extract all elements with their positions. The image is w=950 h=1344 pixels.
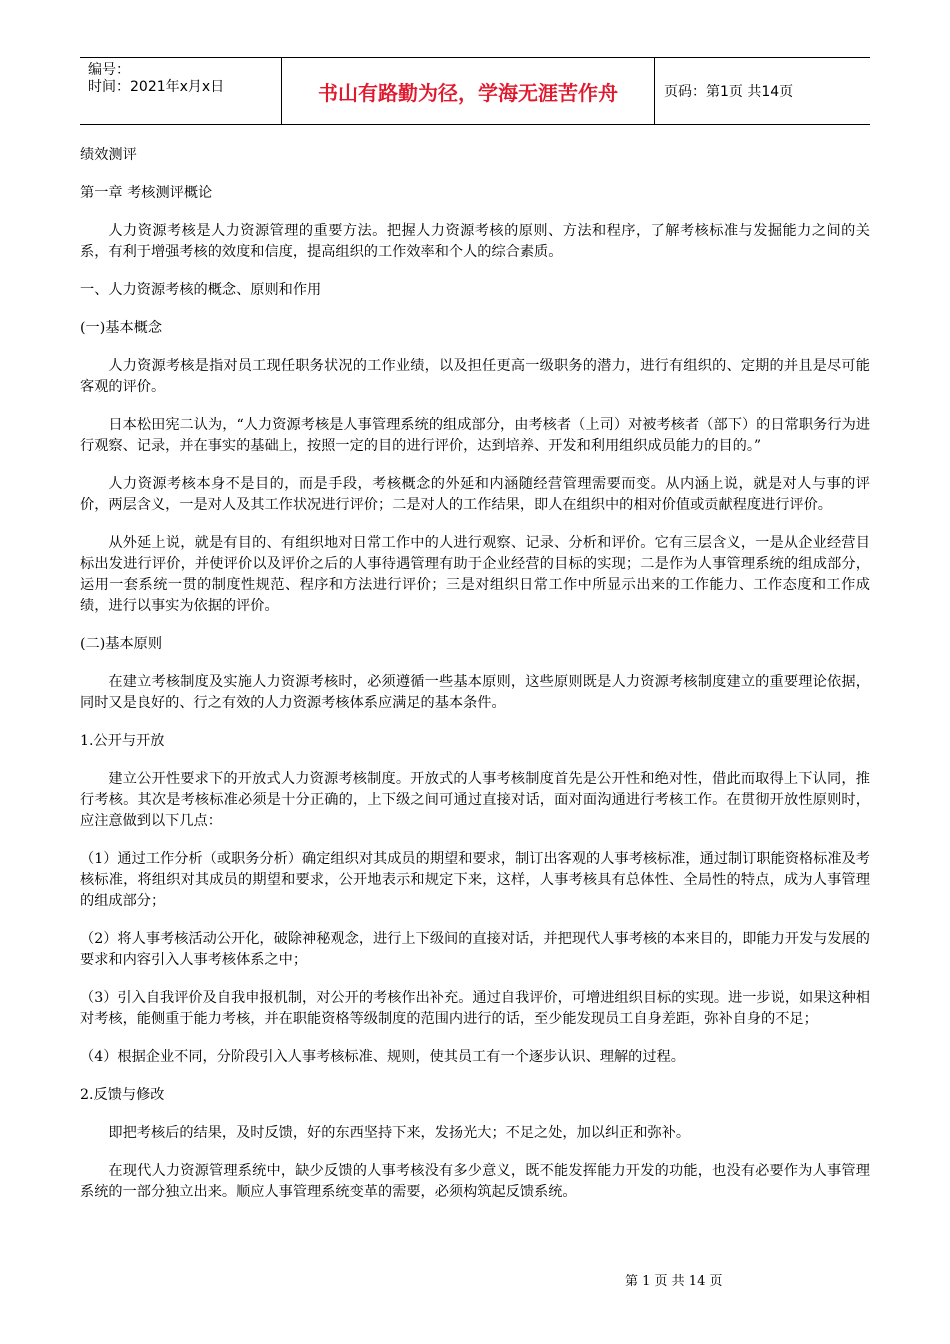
paragraph: （3）引入自我评价及自我申报机制，对公开的考核作出补充。通过自我评价，可增进组织目标的实现。进一步说，如果这种相对考核，能侧重于能力考核，并在职能资格等级制度的范围内进行的话，至少能发现员工自身差距，弥补自身的不足； <box>80 990 870 1027</box>
paragraph: （1）通过工作分析（或职务分析）确定组织对其成员的期望和要求，制订出客观的人事考核标准，通过制订职能资格标准及考核标准，将组织对其成员的期望和要求，公开地表示和规定下来，这样，人事考核具有总体性、全局性的特点，成为人事管理的组成部分； <box>80 851 870 909</box>
paragraph: 1.公开与开放 <box>80 733 165 749</box>
header-motto: 书山有路勤为径，学海无涯苦作舟 <box>281 58 655 124</box>
paragraph: 人力资源考核本身不是目的，而是手段，考核概念的外延和内涵随经营管理需要而变。从内涵上说，就是对人与事的评价，两层含义，一是对人及其工作状况进行评价；二是对人的工作结果，即人在组织中的相对价值或贡献程度进行评价。 <box>80 476 870 513</box>
paragraph: 人力资源考核是人力资源管理的重要方法。把握人力资源考核的原则、方法和程序，了解考核标准与发掘能力之间的关系，有利于增强考核的效度和信度，提高组织的工作效率和个人的综合素质。 <box>80 223 870 260</box>
paragraph: 2.反馈与修改 <box>80 1087 165 1103</box>
header-page-label: 页码：第1页 共14页 <box>664 84 794 100</box>
paragraph: 第一章 考核测评概论 <box>80 185 213 201</box>
document-time-label: 时间：2021年x月x日 <box>88 79 225 95</box>
page-footer: 第 1 页 共 14 页 <box>625 1274 723 1289</box>
document-number-label: 编号： <box>88 62 130 78</box>
document-header <box>80 57 870 125</box>
paragraph: 在现代人力资源管理系统中，缺少反馈的人事考核没有多少意义，既不能发挥能力开发的功能，也没有必要作为人事管理系统的一部分独立出来。顺应人事管理系统变革的需要，必须构筑起反馈系统。 <box>80 1163 870 1200</box>
paragraph: 在建立考核制度及实施人力资源考核时，必须遵循一些基本原则，这些原则既是人力资源考核制度建立的重要理论依据，同时又是良好的、行之有效的人力资源考核体系应满足的基本条件。 <box>80 674 870 711</box>
paragraph: 日本松田宪二认为，“人力资源考核是人事管理系统的组成部分，由考核者（上司）对被考核者（部下）的日常职务行为进行观察、记录，并在事实的基础上，按照一定的目的进行评价，达到培养、开发和利用组织成员能力的目的。” <box>80 417 870 454</box>
paragraph: 建立公开性要求下的开放式人力资源考核制度。开放式的人事考核制度首先是公开性和绝对性，借此而取得上下认同，推行考核。其次是考核标准必须是十分正确的，上下级之间可通过直接对话，面对面沟通进行考核工作。在贯彻开放性原则时，应注意做到以下几点： <box>80 771 870 829</box>
paragraph: （2）将人事考核活动公开化，破除神秘观念，进行上下级间的直接对话，并把现代人事考核的本来目的，即能力开发与发展的要求和内容引入人事考核体系之中； <box>80 931 870 968</box>
paragraph: 从外延上说，就是有目的、有组织地对日常工作中的人进行观察、记录、分析和评价。它有三层含义，一是从企业经营目标出发进行评价，并使评价以及评价之后的人事待遇管理有助于企业经营的目标的实现；二是作为人事管理系统的组成部分，运用一套系统一贯的制度性规范、程序和方法进行评价；三是对组织日常工作中所显示出来的工作能力、工作态度和工作成绩，进行以事实为依据的评价。 <box>80 535 870 614</box>
document-body <box>80 145 870 1220</box>
paragraph: (二)基本原则 <box>80 636 163 652</box>
paragraph: （4）根据企业不同，分阶段引入人事考核标准、规则，使其员工有一个逐步认识、理解的过程。 <box>80 1049 685 1065</box>
paragraph: (一)基本概念 <box>80 320 163 336</box>
header-meta-cell <box>80 58 281 124</box>
paragraph: 即把考核后的结果，及时反馈，好的东西坚持下来，发扬光大；不足之处，加以纠正和弥补。 <box>108 1125 691 1141</box>
paragraph: 绩效测评 <box>80 147 137 163</box>
paragraph: 人力资源考核是指对员工现任职务状况的工作业绩，以及担任更高一级职务的潜力，进行有组织的、定期的并且是尽可能客观的评价。 <box>80 358 870 395</box>
paragraph: 一、人力资源考核的概念、原则和作用 <box>80 282 322 298</box>
